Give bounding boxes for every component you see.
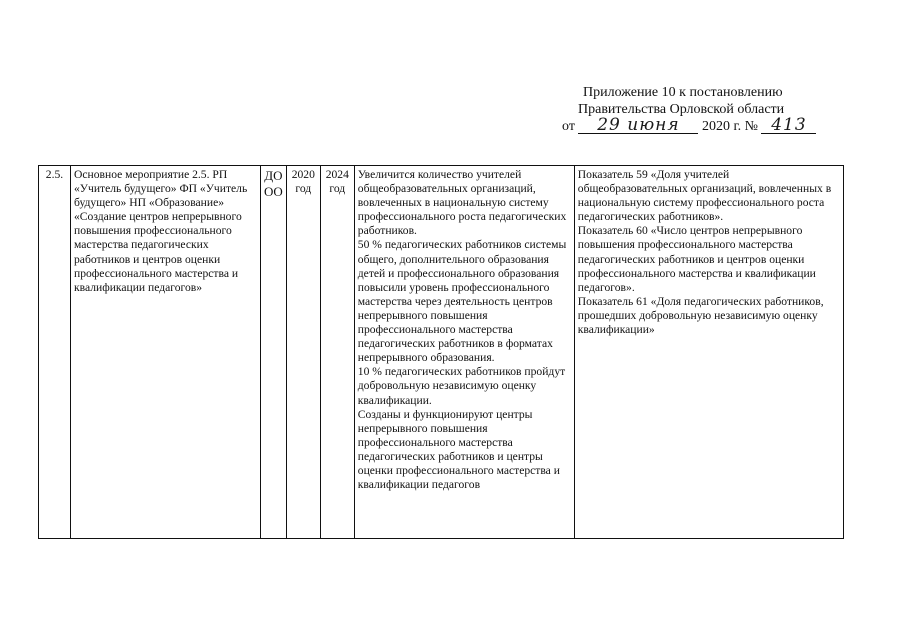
year-text: 2020 г. № bbox=[701, 119, 758, 134]
expected-results bbox=[354, 166, 574, 539]
row-number: 2.5. bbox=[39, 166, 71, 539]
government-title: Правительства Орловской области bbox=[578, 102, 785, 117]
responsible-org: ДО ОО bbox=[261, 166, 287, 539]
decree-date-line bbox=[562, 115, 816, 135]
table-row bbox=[39, 166, 844, 539]
measures-table bbox=[38, 165, 844, 539]
end-year: 2024 год bbox=[320, 166, 354, 539]
result-paragraph: Созданы и функционируют центры непрерывного повышения профессионального мастерства педагогических работников и центры оценки профессионального мастерства и квалификации педагогов bbox=[357, 407, 560, 492]
appendix-title: Приложение 10 к постановлению bbox=[583, 85, 783, 100]
measure-description: Основное мероприятие 2.5. РП «Учитель будущего» ФП «Учитель будущего» НП «Образование» «Создание центров непрерывного повышения профессионального мастерства педагогических работников и центров оценки профессионального мастерства и квалификации педагогов» bbox=[71, 166, 261, 539]
result-paragraph: 10 % педагогических работников пройдут добровольную независимую оценку квалификации. bbox=[357, 365, 566, 407]
indicator-paragraph: Показатель 61 «Доля педагогических работников, прошедших добровольную независимую оценку квалификации» bbox=[577, 294, 824, 337]
indicator-paragraph: Показатель 59 «Доля учителей общеобразовательных организаций, вовлеченных в национальную систему профессионального роста педагогических работников». bbox=[577, 168, 832, 224]
result-paragraph: Увеличится количество учителей общеобразовательных организаций, вовлеченных в национальную систему профессионального роста педагогических работников. bbox=[357, 168, 567, 238]
start-year: 2020 год bbox=[286, 166, 320, 539]
date-prefix: от bbox=[562, 119, 575, 134]
indicators bbox=[574, 166, 843, 539]
handwritten-date: 29 июня bbox=[578, 118, 698, 134]
handwritten-number: 413 bbox=[761, 118, 816, 134]
indicator-paragraph: Показатель 60 «Число центров непрерывного повышения профессионального мастерства педагогических работников и центров оценки профессионального мастерства и квалификации педагогов». bbox=[577, 224, 816, 294]
result-paragraph: 50 % педагогических работников системы общего, дополнительного образования детей и профессионального образования повысили уровень профессионального мастерства через деятельность центров непрерывного повышения профессионального мастерства педагогических работников в форматах непрерывного образования. bbox=[357, 238, 567, 365]
